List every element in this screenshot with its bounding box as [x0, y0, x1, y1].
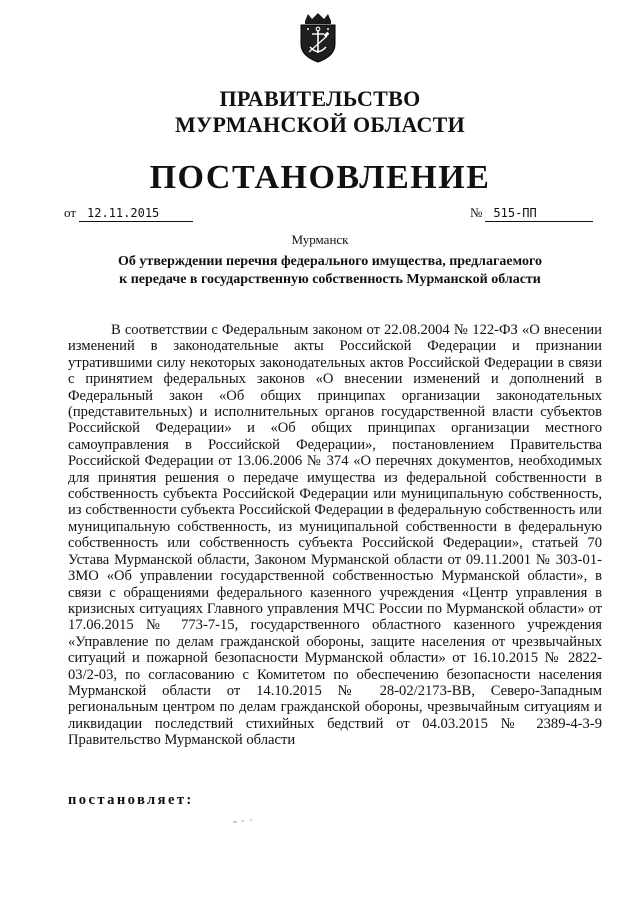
decree-word: постановляет:	[68, 792, 194, 808]
subject-line-2: к передаче в государственную собственность Мурманской области	[119, 272, 541, 287]
government-title	[0, 86, 640, 138]
document-date: 12.11.2015	[79, 206, 193, 222]
government-title-line-2: МУРМАНСКОЙ ОБЛАСТИ	[174, 112, 466, 137]
document-type-title: ПОСТАНОВЛЕНИЕ	[149, 159, 491, 196]
coat-of-arms-icon	[296, 12, 340, 64]
date-prefix: от	[64, 205, 77, 220]
body-paragraph: В соответствии с Федеральным законом от 22.08.2004 № 122-ФЗ «О внесении изменений в законодательные акты Российской Федерации и признании утратившими силу некоторых законодательных актов Российской Федерации в связи с принятием федеральных законов «О внесении изменений и дополнений в Федеральный закон «Об общих принципах организации законодательных (представительных) и исполнительных органов государственной власти субъектов Российской Федерации» и «Об общих принципах организации местного самоуправления в Российской Федерации», постановлением Правительства Российской Федерации от 13.06.2006 № 374 «О перечнях документов, необходимых для принятия решения о передаче имущества из федеральной собственности в собственность субъекта Российской Федерации или муниципальную собственность, из собственности субъекта Российской Федерации в федеральную собственность или муниципальную собственность, из муниципальной собственности в федеральную собственность или собственность субъекта Российской Федерации», статьей 70 Устава Мурманской области, Законом Мурманской области от 09.11.2001 № 303-01-ЗМО «Об управлении государственной собственностью Мурманской области», в связи с обращениями федерального казенного учреждения «Центр управления в кризисных ситуациях Главного управления МЧС России по Мурманской области» от 17.06.2015 № 773-7-15, государственного областного казенного учреждения «Управление по делам гражданской обороны, защите населения от чрезвычайных ситуаций и пожарной безопасности Мурманской области» от 16.10.2015 № 2822-03/2-03, по согласованию с Комитетом по обеспечению безопасности населения Мурманской области от 14.10.2015 № 28-02/2173-ВВ, Северо-Западным региональным центром по делам гражданской обороны, чрезвычайным ситуациям и ликвидации последствий стихийных бедствий от 04.03.2015 № 2389-4-3-9 Правительство Мурманской области	[68, 322, 602, 749]
subject-line-1: Об утверждении перечня федерального имущества, предлагаемого	[118, 254, 542, 269]
government-title-line-1: ПРАВИТЕЛЬСТВО	[219, 86, 421, 111]
document-number: 515-ПП	[485, 206, 593, 222]
scan-artifact-icon	[231, 818, 271, 824]
document-city: Мурманск	[291, 232, 349, 247]
document-date-line	[64, 205, 193, 222]
document-subject	[90, 253, 570, 289]
document-number-line	[470, 205, 593, 222]
number-prefix: №	[470, 205, 483, 220]
